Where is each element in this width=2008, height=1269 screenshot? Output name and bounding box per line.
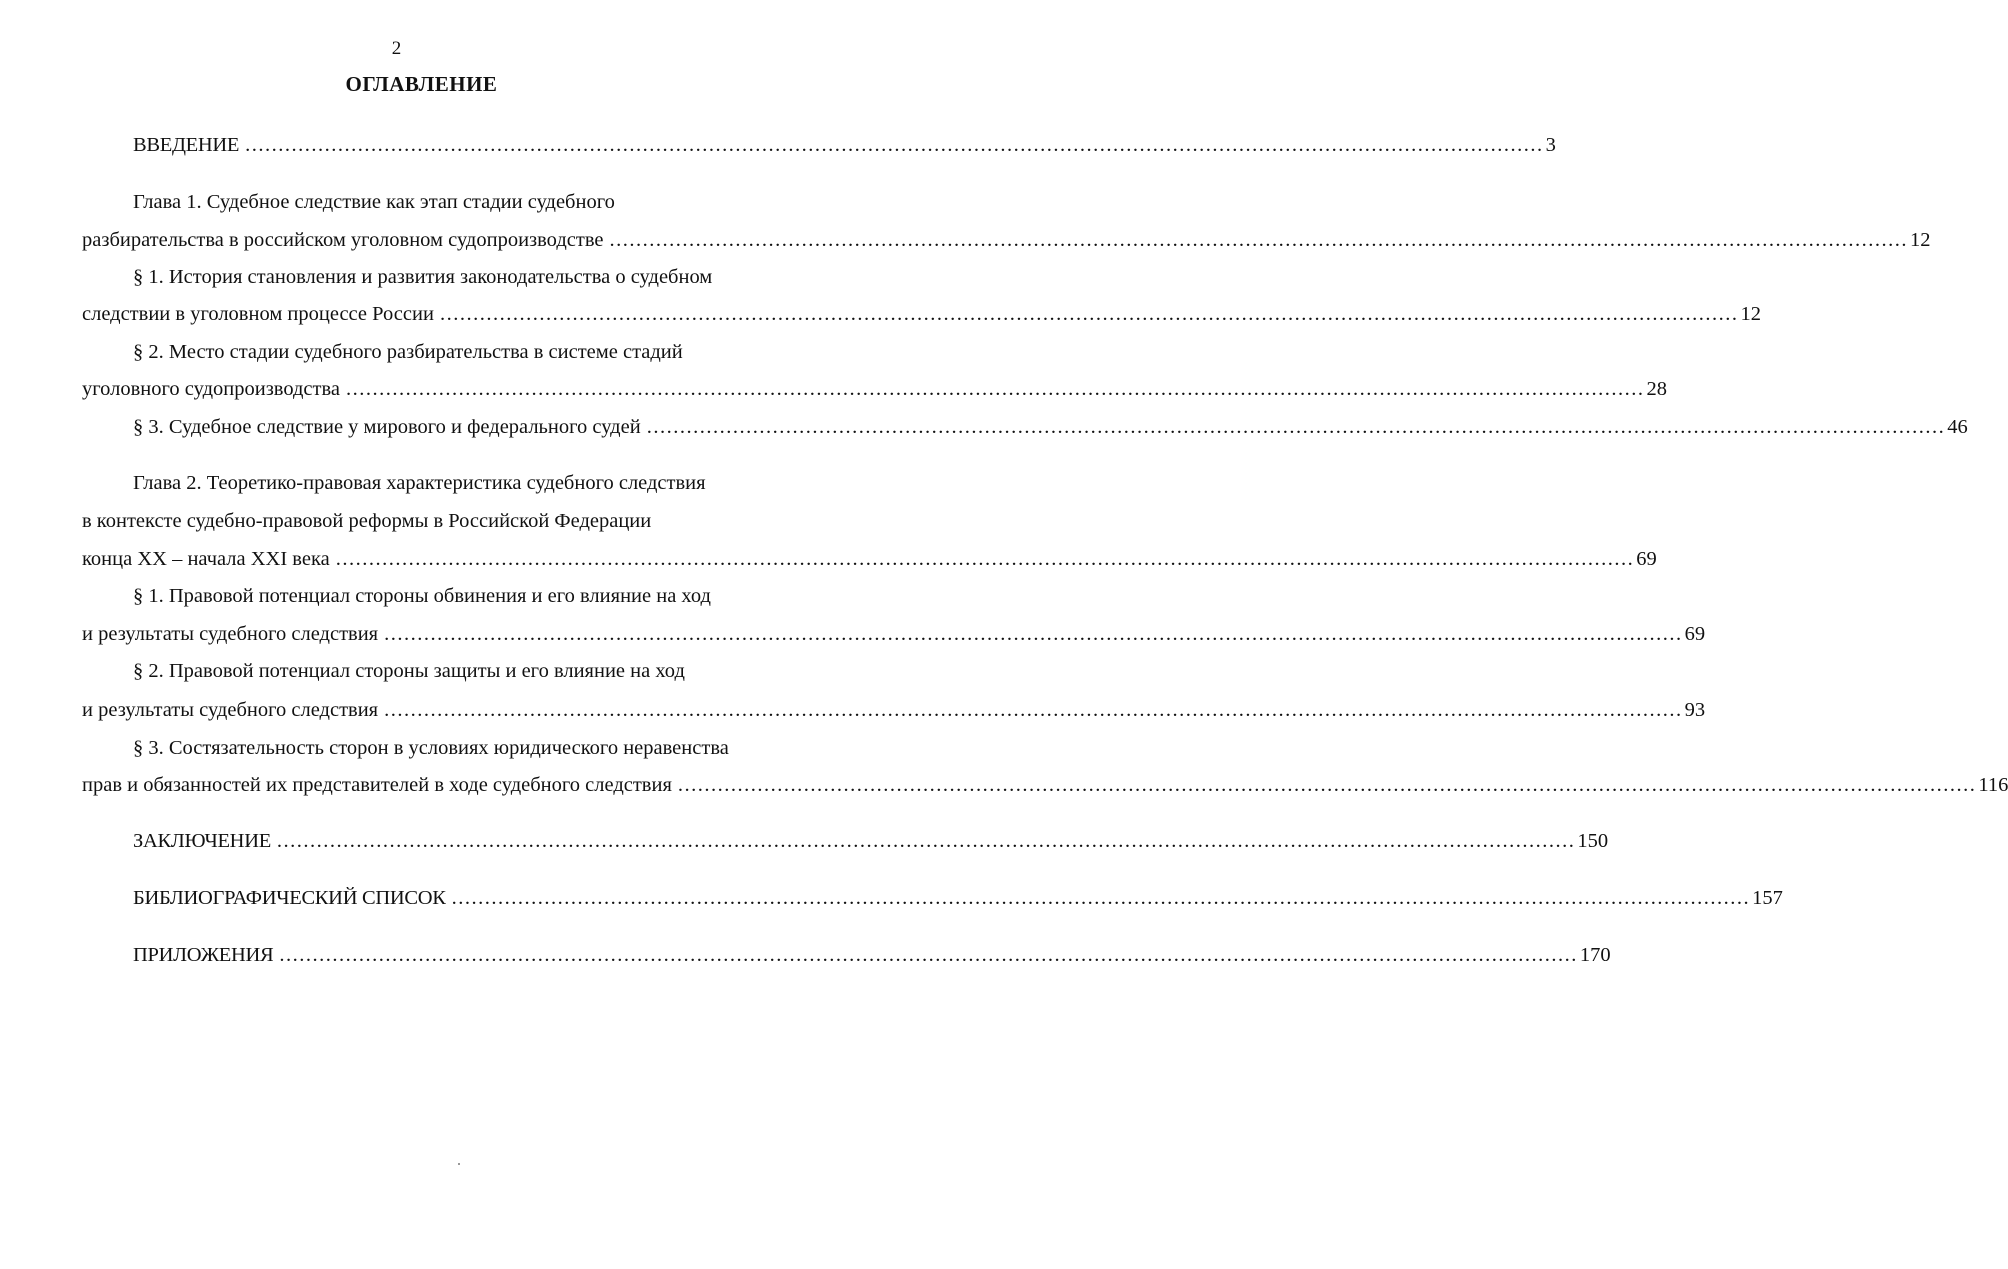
leader-dots: .................................................................................................................................................................................................... — [439, 303, 1739, 325]
toc-page-number: 69 — [1684, 623, 1706, 645]
toc-entry-intro[interactable] — [133, 130, 1556, 160]
toc-entry-text: разбирательства в российском уголовном судопроизводстве — [82, 229, 604, 251]
toc-entry-conclusion[interactable] — [133, 826, 1609, 856]
toc-entry-text: ЗАКЛЮЧЕНИЕ — [133, 830, 271, 852]
toc-page-number: 3 — [1545, 134, 1556, 156]
toc-ch1-section-2-line-1[interactable]: § 2. Место стадии судебного разбирательства в системе стадий — [133, 341, 683, 363]
toc-page-number: 93 — [1684, 699, 1706, 721]
toc-entry-text: уголовного судопроизводства — [82, 378, 340, 400]
scan-speck — [458, 1163, 460, 1165]
toc-ch2-section-2-line-1[interactable]: § 2. Правовой потенциал стороны защиты и его влияние на ход — [133, 660, 685, 682]
toc-chapter-2[interactable] — [82, 544, 1657, 574]
toc-page-number: 157 — [1752, 887, 1783, 909]
toc-ch1-section-3[interactable] — [133, 412, 1968, 442]
toc-page-number: 28 — [1646, 378, 1667, 400]
toc-ch1-section-2[interactable] — [82, 374, 1667, 404]
toc-entry-text: § 3. Судебное следствие у мирового и федерального судей — [133, 416, 641, 438]
leader-dots: .................................................................................................................................................................................................... — [609, 229, 1908, 251]
toc-ch2-section-1[interactable] — [82, 619, 1706, 649]
toc-ch1-section-1-line-1[interactable]: § 1. История становления и развития законодательства о судебном — [133, 266, 713, 288]
toc-ch2-section-3[interactable] — [82, 770, 2008, 800]
leader-dots: .................................................................................................................................................................................................... — [384, 699, 1683, 721]
toc-ch1-section-1[interactable] — [82, 299, 1761, 329]
leader-dots: .................................................................................................................................................................................................... — [646, 416, 1946, 438]
toc-page-number: 12 — [1740, 303, 1761, 325]
toc-chapter-2-line-1[interactable]: Глава 2. Теоретико-правовая характеристика судебного следствия — [133, 472, 706, 494]
leader-dots: .................................................................................................................................................................................................... — [245, 134, 1544, 156]
leader-dots: .................................................................................................................................................................................................... — [451, 887, 1751, 909]
leader-dots: .................................................................................................................................................................................................... — [279, 944, 1578, 966]
toc-ch2-section-2[interactable] — [82, 695, 1706, 725]
toc-entry-text: и результаты судебного следствия — [82, 699, 379, 721]
leader-dots: .................................................................................................................................................................................................... — [384, 623, 1683, 645]
leader-dots: .................................................................................................................................................................................................... — [677, 774, 1977, 796]
toc-entry-text: следствии в уголовном процессе России — [82, 303, 434, 325]
toc-page-number: 46 — [1947, 416, 1968, 438]
toc-ch2-section-3-line-1[interactable]: § 3. Состязательность сторон в условиях юридического неравенства — [133, 737, 729, 759]
toc-page-number: 170 — [1579, 944, 1611, 966]
leader-dots: .................................................................................................................................................................................................... — [345, 378, 1645, 400]
toc-page-number: 12 — [1910, 229, 1931, 251]
leader-dots: .................................................................................................................................................................................................... — [335, 548, 1635, 570]
toc-entry-text: ВВЕДЕНИЕ — [133, 134, 240, 156]
toc-page-number: 150 — [1577, 830, 1609, 852]
page-number: 2 — [391, 38, 402, 59]
toc-entry-text: БИБЛИОГРАФИЧЕСКИЙ СПИСОК — [133, 887, 446, 909]
toc-chapter-1-line-1[interactable]: Глава 1. Судебное следствие как этап стадии судебного — [133, 191, 615, 213]
toc-entry-text: конца XX – начала XXI века — [82, 548, 330, 570]
leader-dots: .................................................................................................................................................................................................... — [276, 830, 1576, 852]
toc-entry-appendix[interactable] — [133, 940, 1611, 970]
toc-page-number: 116 — [1978, 774, 2008, 796]
toc-ch2-section-1-line-1[interactable]: § 1. Правовой потенциал стороны обвинения и его влияние на ход — [133, 585, 711, 607]
toc-entry-text: ПРИЛОЖЕНИЯ — [133, 944, 274, 966]
toc-entry-bibliography[interactable] — [133, 883, 1783, 913]
toc-chapter-1[interactable] — [82, 225, 1931, 255]
toc-page-number: 69 — [1636, 548, 1657, 570]
toc-entry-text: и результаты судебного следствия — [82, 623, 379, 645]
toc-chapter-2-line-2[interactable]: в контексте судебно-правовой реформы в Российской Федерации — [82, 510, 652, 532]
page-title: ОГЛАВЛЕНИЕ — [345, 72, 498, 96]
toc-entry-text: прав и обязанностей их представителей в ходе судебного следствия — [82, 774, 672, 796]
